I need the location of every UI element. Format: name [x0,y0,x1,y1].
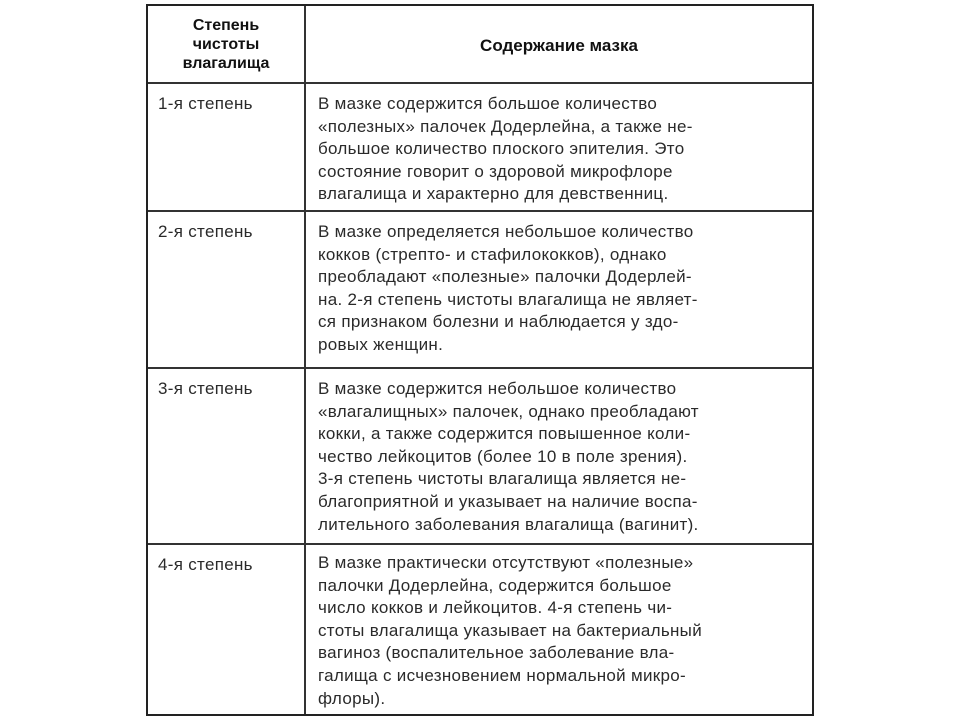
content-line: флоры). [318,688,386,708]
table-row [148,84,812,212]
table-row [148,545,812,714]
content-cell [318,552,808,710]
content-line: кокков (стрепто- и стафилококков), однако [318,244,667,264]
header-grade-line: влагалища [182,55,270,72]
content-line: ся признаком болезни и наблюдается у здо- [318,312,679,332]
smear-purity-table [146,4,814,716]
content-line: ровых женщин. [318,334,444,354]
content-line: лительного заболевания влагалища (вагинит). [318,514,699,534]
content-line: В мазке определяется небольшое количество [318,222,694,241]
content-line: «полезных» палочек Додерлейна, а также не- [318,116,693,136]
header-grade [148,16,304,73]
content-line: палочки Додерлейна, содержится большое [318,575,672,595]
content-line: влагалища и характерно для девственниц. [318,184,669,204]
content-line: вагиноз (воспалительное заболевание вла- [318,643,675,663]
grade-cell: 3-я степень [158,379,253,398]
content-line: галища с исчезновением нормальной микро- [318,665,686,685]
content-line: стоты влагалища указывает на бактериальный [318,620,702,640]
content-line: число кокков и лейкоцитов. 4-я степень чи- [318,598,673,618]
content-line: В мазке содержится большое количество [318,94,658,113]
content-line: В мазке практически отсутствуют «полезные» [318,553,694,572]
header-grade-line: Степень [192,17,260,34]
header-grade-line: чистоты [192,36,260,53]
content-line: чество лейкоцитов (более 10 в поле зрения). [318,446,688,466]
content-line: преобладают «полезные» палочки Додерлей- [318,267,692,287]
content-cell [318,221,808,357]
table-header-row [148,6,812,84]
content-line: благоприятной и указывает на наличие воспа- [318,491,698,511]
grade-cell: 4-я степень [158,555,253,574]
header-content: Содержание мазка [480,36,638,55]
content-line: кокки, а также содержится повышенное коли- [318,424,691,444]
content-cell [318,93,808,206]
grade-cell: 1-я степень [158,94,253,113]
content-cell [318,378,808,536]
content-line: большое количество плоского эпителия. Это [318,139,685,159]
content-line: состояние говорит о здоровой микрофлоре [318,161,673,181]
content-line: В мазке содержится небольшое количество [318,379,677,398]
table-row [148,212,812,369]
content-line: «влагалищных» палочек, однако преобладают [318,401,699,421]
content-line: на. 2-я степень чистоты влагалища не являет- [318,289,698,309]
content-line: 3-я степень чистоты влагалища является не- [318,469,687,489]
grade-cell: 2-я степень [158,222,253,241]
table-row [148,369,812,545]
